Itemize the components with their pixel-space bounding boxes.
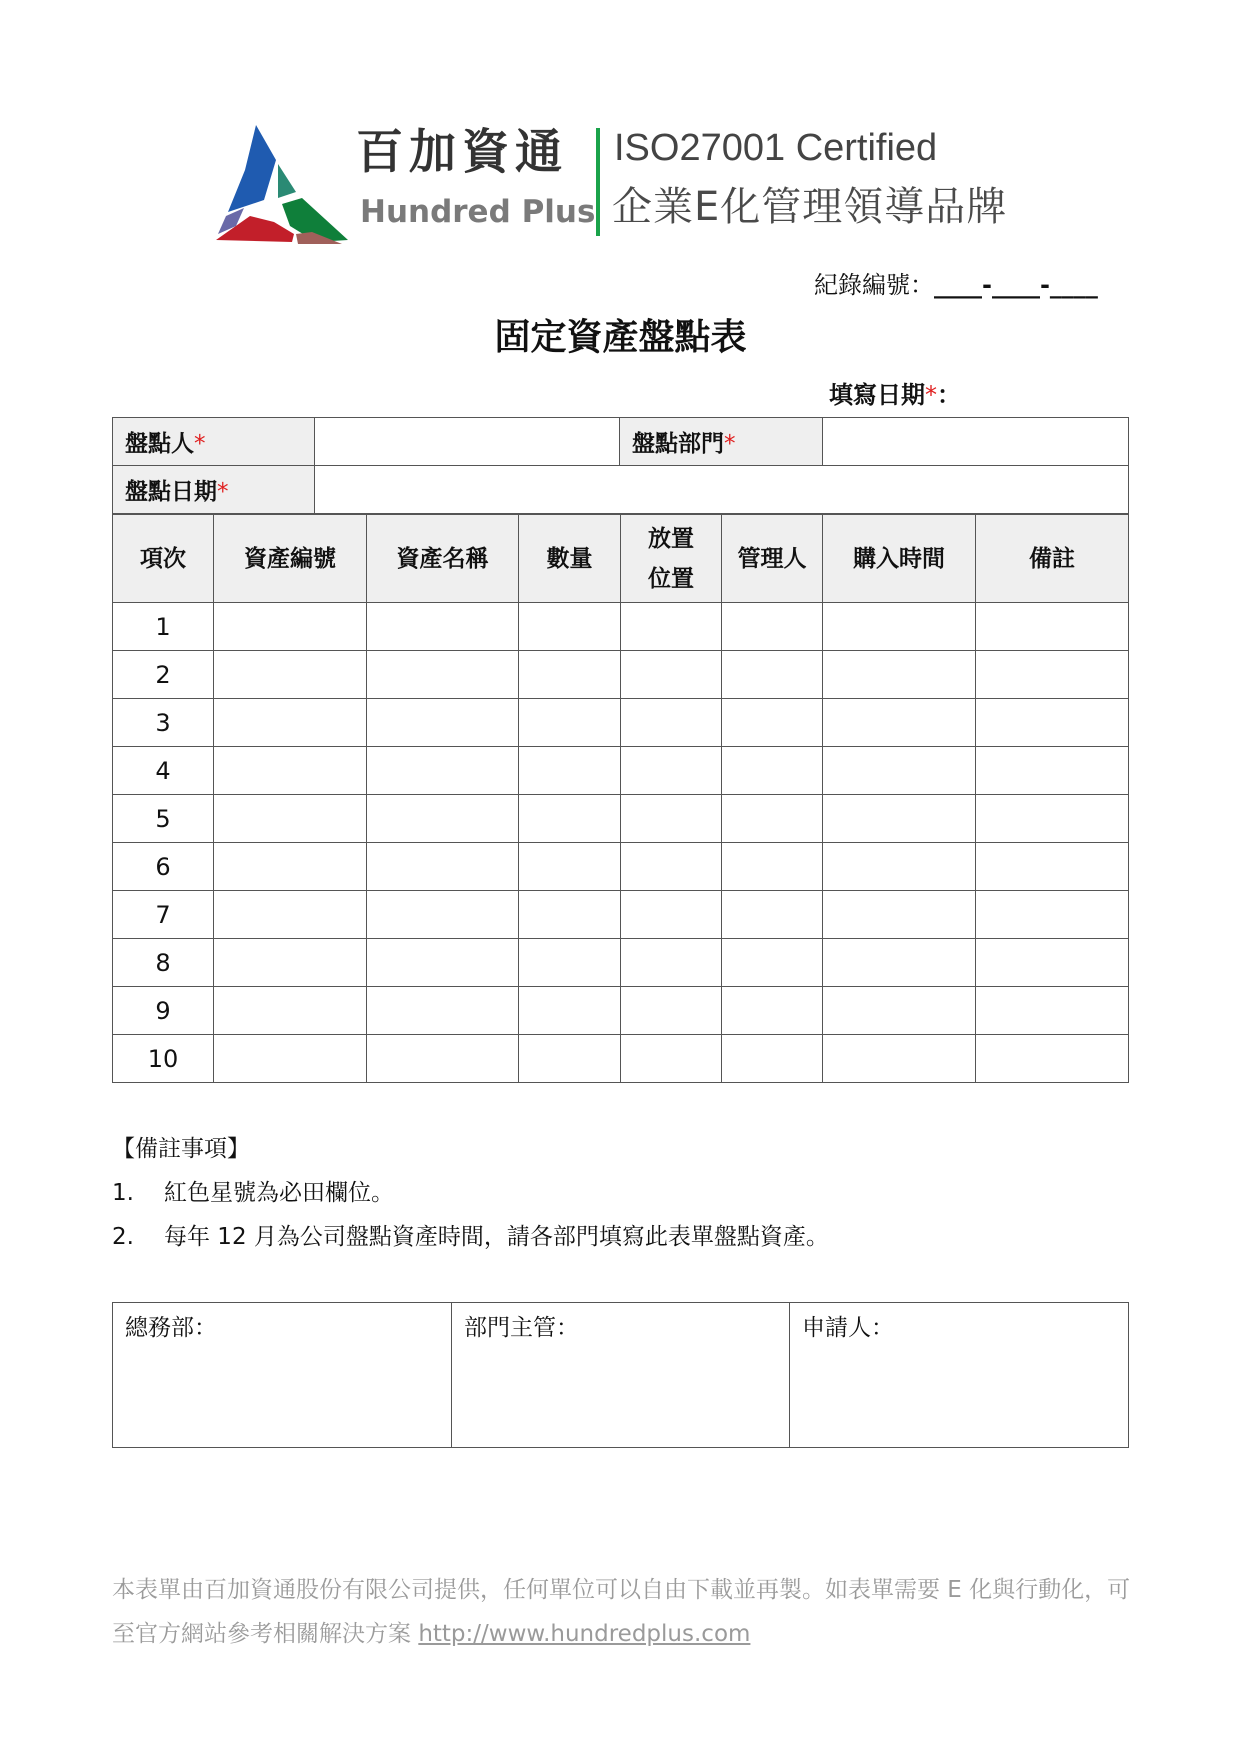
table-row: [113, 891, 1129, 939]
signature-applicant[interactable]: 申請人：: [790, 1303, 1129, 1448]
table-cell[interactable]: [722, 939, 823, 987]
column-header: 資產名稱: [367, 515, 519, 603]
table-cell[interactable]: [621, 891, 722, 939]
table-cell[interactable]: [722, 603, 823, 651]
inventory-date-label: 盤點日期*: [113, 466, 315, 514]
record-number: [814, 268, 1098, 302]
table-cell[interactable]: [823, 987, 976, 1035]
table-cell[interactable]: [722, 987, 823, 1035]
table-cell[interactable]: [519, 987, 621, 1035]
inventory-date-input[interactable]: [315, 466, 1129, 514]
department-input[interactable]: [823, 418, 1129, 466]
table-cell[interactable]: [621, 651, 722, 699]
table-cell[interactable]: [722, 1035, 823, 1083]
table-row: [113, 987, 1129, 1035]
table-cell[interactable]: [214, 1035, 367, 1083]
table-cell[interactable]: [621, 795, 722, 843]
table-cell[interactable]: [722, 651, 823, 699]
table-cell[interactable]: [722, 795, 823, 843]
brand-slogan: 企業E化管理領導品牌: [612, 184, 1008, 230]
column-header: 放置位置: [621, 515, 722, 603]
note-item: [112, 1220, 829, 1254]
table-cell[interactable]: [976, 891, 1129, 939]
table-cell[interactable]: [621, 939, 722, 987]
table-cell[interactable]: [976, 843, 1129, 891]
note-text: 紅色星號為必田欄位。: [164, 1180, 394, 1206]
row-number: 9: [113, 987, 214, 1035]
column-header: 購入時間: [823, 515, 976, 603]
table-header-row: [113, 515, 1129, 603]
table-cell[interactable]: [214, 603, 367, 651]
table-cell[interactable]: [367, 699, 519, 747]
column-header: 項次: [113, 515, 214, 603]
table-cell[interactable]: [214, 891, 367, 939]
table-row: [113, 843, 1129, 891]
table-cell[interactable]: [722, 891, 823, 939]
table-cell[interactable]: [367, 795, 519, 843]
info-row: [113, 418, 1129, 466]
table-row: [113, 747, 1129, 795]
table-row: [113, 651, 1129, 699]
table-cell[interactable]: [519, 843, 621, 891]
row-number: 3: [113, 699, 214, 747]
info-row: [113, 466, 1129, 514]
counter-input[interactable]: [315, 418, 620, 466]
fill-date-field[interactable]: [829, 378, 961, 412]
table-cell[interactable]: [976, 795, 1129, 843]
table-cell[interactable]: [214, 939, 367, 987]
table-cell[interactable]: [823, 843, 976, 891]
table-cell[interactable]: [519, 1035, 621, 1083]
signature-table: [112, 1302, 1129, 1448]
table-cell[interactable]: [214, 843, 367, 891]
table-row: [113, 939, 1129, 987]
table-cell[interactable]: [621, 1035, 722, 1083]
table-cell[interactable]: [621, 843, 722, 891]
brand-divider: [596, 128, 600, 236]
table-cell[interactable]: [367, 987, 519, 1035]
assets-table: [112, 514, 1129, 1083]
column-header: 資產編號: [214, 515, 367, 603]
table-row: [113, 603, 1129, 651]
table-cell[interactable]: [621, 987, 722, 1035]
brand-name-en: Hundred Plus: [360, 194, 596, 230]
table-cell[interactable]: [519, 699, 621, 747]
row-number: 7: [113, 891, 214, 939]
company-logo-icon: [212, 122, 354, 250]
signature-row: [113, 1303, 1129, 1448]
table-cell[interactable]: [722, 843, 823, 891]
table-cell[interactable]: [367, 843, 519, 891]
table-row: [113, 699, 1129, 747]
table-cell[interactable]: [823, 1035, 976, 1083]
table-cell[interactable]: [519, 891, 621, 939]
row-number: 10: [113, 1035, 214, 1083]
table-cell[interactable]: [823, 699, 976, 747]
table-cell[interactable]: [976, 987, 1129, 1035]
table-cell[interactable]: [823, 603, 976, 651]
table-row: [113, 795, 1129, 843]
footer-note: [112, 1568, 1132, 1656]
table-cell[interactable]: [367, 603, 519, 651]
table-cell[interactable]: [976, 1035, 1129, 1083]
table-cell[interactable]: [367, 651, 519, 699]
table-cell[interactable]: [214, 651, 367, 699]
row-number: 6: [113, 843, 214, 891]
table-cell[interactable]: [823, 795, 976, 843]
table-cell[interactable]: [214, 987, 367, 1035]
notes-title: 【備註事項】: [112, 1136, 250, 1162]
column-header: 管理人: [722, 515, 823, 603]
table-cell[interactable]: [367, 939, 519, 987]
note-item: [112, 1176, 394, 1210]
page-title: 固定資產盤點表: [494, 317, 747, 358]
row-number: 2: [113, 651, 214, 699]
table-cell[interactable]: [976, 939, 1129, 987]
table-cell[interactable]: [823, 651, 976, 699]
row-number: 5: [113, 795, 214, 843]
table-cell[interactable]: [976, 603, 1129, 651]
table-cell[interactable]: [214, 747, 367, 795]
table-row: [113, 1035, 1129, 1083]
table-cell[interactable]: [519, 747, 621, 795]
table-cell[interactable]: [519, 795, 621, 843]
note-text: 每年 12 月為公司盤點資產時間，請各部門填寫此表單盤點資產。: [164, 1224, 829, 1250]
table-cell[interactable]: [976, 747, 1129, 795]
table-cell[interactable]: [823, 939, 976, 987]
table-cell[interactable]: [519, 939, 621, 987]
table-cell[interactable]: [519, 651, 621, 699]
column-header: 備註: [976, 515, 1129, 603]
table-cell[interactable]: [621, 747, 722, 795]
table-cell[interactable]: [214, 795, 367, 843]
record-number-blank[interactable]: ____-____-____: [934, 271, 1098, 299]
department-label: 盤點部門*: [620, 418, 823, 466]
footer-text: 本表單由百加資通股份有限公司提供，任何單位可以自由下載並再製。如表單需要 E 化與行動化，可至官方網站參考相關解決方案: [112, 1577, 1131, 1647]
table-cell[interactable]: [367, 891, 519, 939]
record-number-label: 紀錄編號：: [814, 271, 934, 299]
note-number: 1.: [112, 1180, 134, 1206]
brand-name-cn: 百加資通: [356, 125, 568, 180]
fill-date-label: 填寫日期: [829, 381, 925, 409]
counter-label: 盤點人*: [113, 418, 315, 466]
info-table: [112, 417, 1129, 514]
table-cell[interactable]: [367, 1035, 519, 1083]
signature-dept-manager[interactable]: 部門主管：: [452, 1303, 790, 1448]
table-cell[interactable]: [823, 747, 976, 795]
table-cell[interactable]: [823, 891, 976, 939]
table-cell[interactable]: [976, 699, 1129, 747]
note-number: 2.: [112, 1224, 134, 1250]
table-cell[interactable]: [214, 699, 367, 747]
row-number: 8: [113, 939, 214, 987]
table-cell[interactable]: [367, 747, 519, 795]
row-number: 1: [113, 603, 214, 651]
fill-date-colon: ：: [937, 381, 961, 409]
table-cell[interactable]: [722, 747, 823, 795]
signature-general-affairs[interactable]: 總務部：: [113, 1303, 452, 1448]
certification-text: ISO27001 Certified: [614, 127, 938, 169]
table-cell[interactable]: [519, 603, 621, 651]
table-cell[interactable]: [722, 699, 823, 747]
required-mark: *: [925, 381, 937, 409]
website-link[interactable]: http://www.hundredplus.com: [418, 1621, 751, 1647]
column-header: 數量: [519, 515, 621, 603]
row-number: 4: [113, 747, 214, 795]
table-cell[interactable]: [976, 651, 1129, 699]
table-cell[interactable]: [621, 603, 722, 651]
table-cell[interactable]: [621, 699, 722, 747]
